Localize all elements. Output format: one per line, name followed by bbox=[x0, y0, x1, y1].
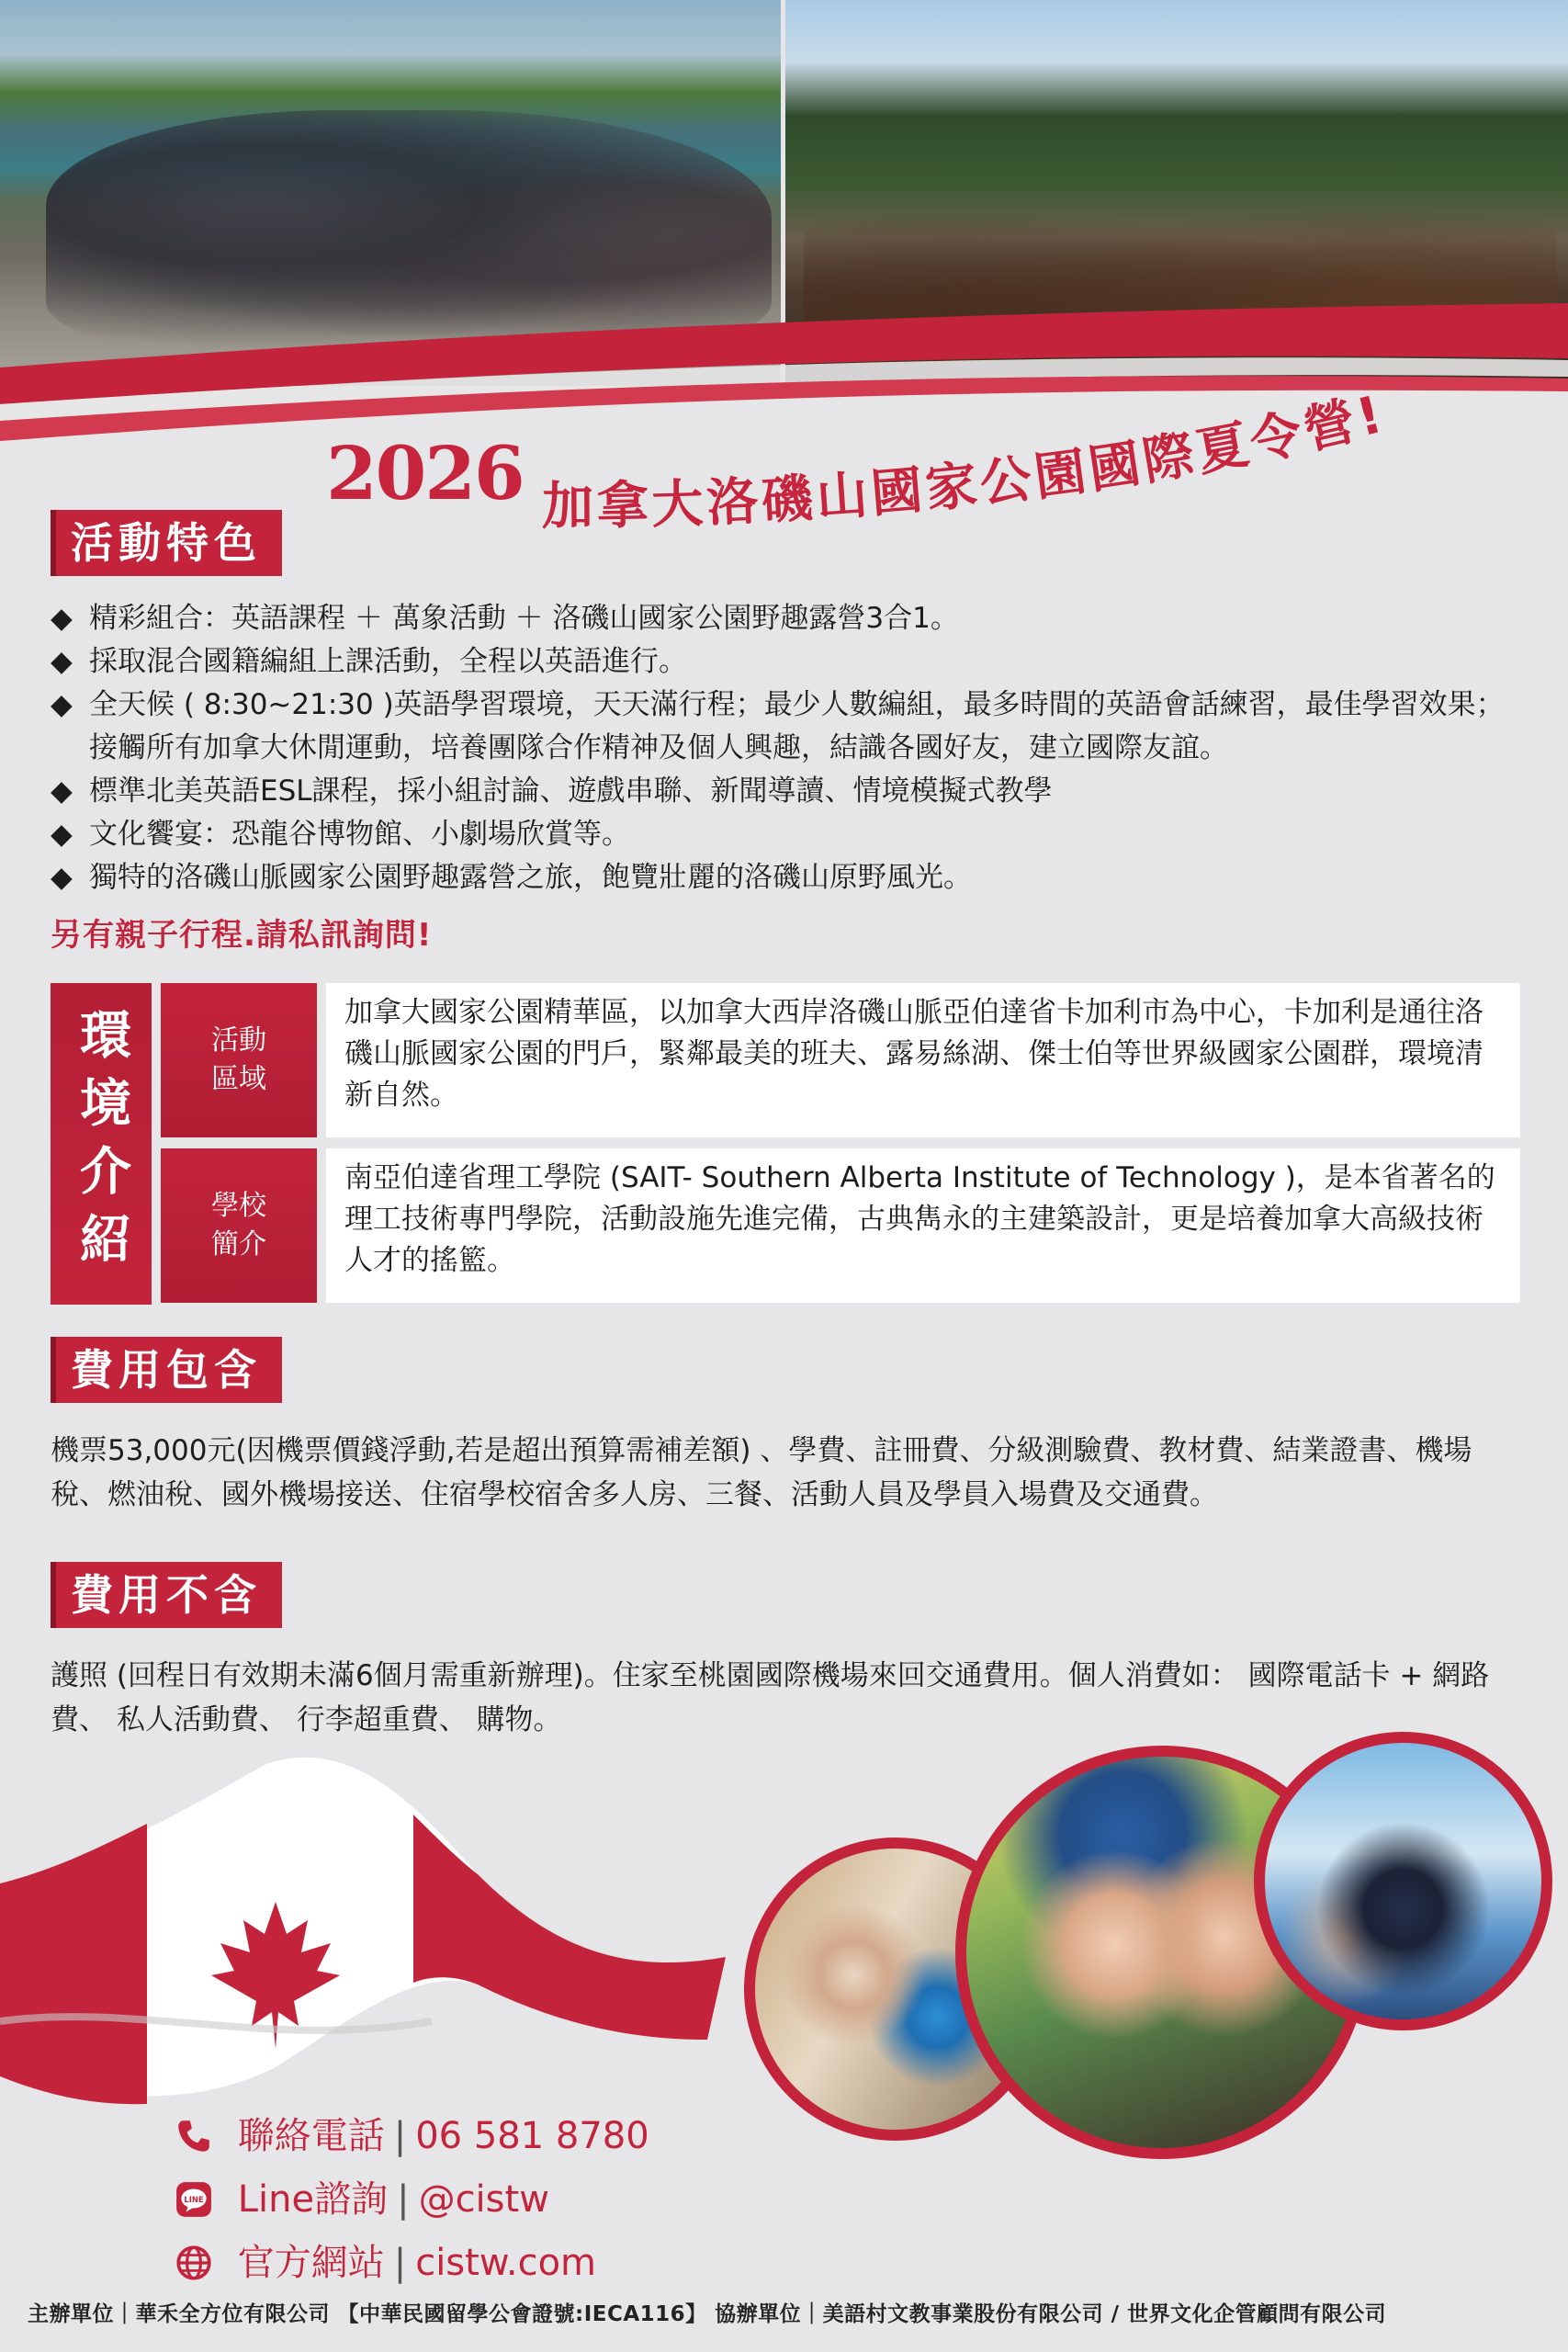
env-row-area bbox=[161, 983, 1520, 1137]
env-text-area: 加拿大國家公園精華區，以加拿大西岸洛磯山脈亞伯達省卡加利市為中心，卡加利是通往洛磯山脈國家公園的門戶，緊鄰最美的班夫、露易絲湖、傑士伯等世界級國家公園群，環境清新自然。 bbox=[326, 983, 1520, 1137]
env-label-area-text: 活動 區域 bbox=[211, 1024, 266, 1095]
feature-item: ◆ 精彩組合：英語課程 ＋ 萬象活動 ＋ 洛磯山國家公園野趣露營3合1。 bbox=[51, 597, 1520, 640]
excluded-text: 護照 (回程日有效期未滿6個月需重新辦理)。住家至桃園國際機場來回交通費用。個人消費如： 國際電話卡 + 網路費、 私人活動費、 行李超重費、 購物。 bbox=[51, 1659, 1490, 1736]
included-heading: 費用包含 bbox=[51, 1337, 282, 1403]
contact-website[interactable] bbox=[175, 2233, 818, 2289]
feature-item: ◆ 全天候 ( 8:30~21:30 )英語學習環境，天天滿行程；最少人數編組，最多時間的英語會話練習，最佳學習效果；接觸所有加拿大休閒運動，培養團隊合作精神及個人興趣，結識各國好友，建立國際友誼。 bbox=[51, 684, 1520, 770]
separator: | bbox=[393, 2242, 407, 2284]
features-heading: 活動特色 bbox=[51, 510, 282, 576]
organizer-footer: 主辦單位｜華禾全方位有限公司 【中華民國留學公會證號:IECA116】 協辦單位｜美語村文教事業股份有限公司 / 世界文化企管顧問有限公司 bbox=[28, 2302, 1387, 2326]
line-icon bbox=[175, 2180, 213, 2219]
env-label-school bbox=[161, 1148, 317, 1303]
feature-item: ◆ 標準北美英語ESL課程，採小組討論、遊戲串聯、新聞導讀、情境模擬式教學 bbox=[51, 770, 1520, 813]
feature-item: ◆ 文化饗宴：恐龍谷博物館、小劇場欣賞等。 bbox=[51, 813, 1520, 856]
svg-text:LINE: LINE bbox=[184, 2195, 204, 2205]
water-park-photo bbox=[1254, 1732, 1552, 2030]
env-row-school bbox=[161, 1148, 1520, 1303]
phone-icon bbox=[175, 2117, 213, 2155]
phone-number[interactable]: 06 581 8780 bbox=[415, 2115, 649, 2157]
svg-text:加拿大洛磯山國家公園國際夏令營! bbox=[542, 386, 1392, 537]
contact-line[interactable] bbox=[175, 2170, 818, 2225]
contact-label: 官方網站 bbox=[237, 2242, 385, 2284]
title-text: 加拿大洛磯山國家公園國際夏令營! bbox=[541, 386, 1392, 537]
globe-icon bbox=[175, 2244, 213, 2282]
env-label-area bbox=[161, 983, 317, 1137]
line-id[interactable]: @cistw bbox=[418, 2178, 549, 2221]
environment-heading-text: 環境介紹 bbox=[72, 1008, 131, 1280]
feature-item: ◆ 獨特的洛磯山脈國家公園野趣露營之旅，飽覽壯麗的洛磯山原野風光。 bbox=[51, 856, 1520, 899]
contact-phone[interactable] bbox=[175, 2107, 818, 2162]
feature-item: ◆ 採取混合國籍編組上課活動，全程以英語進行。 bbox=[51, 640, 1520, 684]
title-curved-text bbox=[533, 386, 1497, 560]
family-trip-note: 另有親子行程.請私訊詢問! bbox=[51, 917, 433, 954]
included-text: 機票53,000元(因機票價錢浮動,若是超出預算需補差額) 、學費、註冊費、分級測驗費、教材費、結業證書、機場稅、燃油稅、國外機場接送、住宿學校宿舍多人房、三餐、活動人員及學員入場費及交通費。 bbox=[51, 1434, 1472, 1511]
env-text-school: 南亞伯達省理工學院 (SAIT- Southern Alberta Institute of Technology )，是本省著名的理工技術專門學院，活動設施先進完備，古典雋永的主建築設計，更是培養加拿大高級技術人才的搖籃。 bbox=[326, 1148, 1520, 1303]
environment-heading bbox=[51, 983, 152, 1305]
canada-flag-icon bbox=[0, 1746, 726, 2113]
separator: | bbox=[393, 2115, 407, 2157]
contact-label: Line諮詢 bbox=[237, 2178, 389, 2221]
excluded-heading: 費用不含 bbox=[51, 1562, 282, 1628]
title-year: 2026 bbox=[326, 430, 524, 516]
contact-label: 聯絡電話 bbox=[237, 2115, 385, 2157]
env-label-school-text: 學校 簡介 bbox=[211, 1190, 266, 1261]
website-url[interactable]: cistw.com bbox=[415, 2242, 597, 2284]
separator: | bbox=[397, 2178, 410, 2221]
features-list bbox=[51, 597, 1520, 899]
